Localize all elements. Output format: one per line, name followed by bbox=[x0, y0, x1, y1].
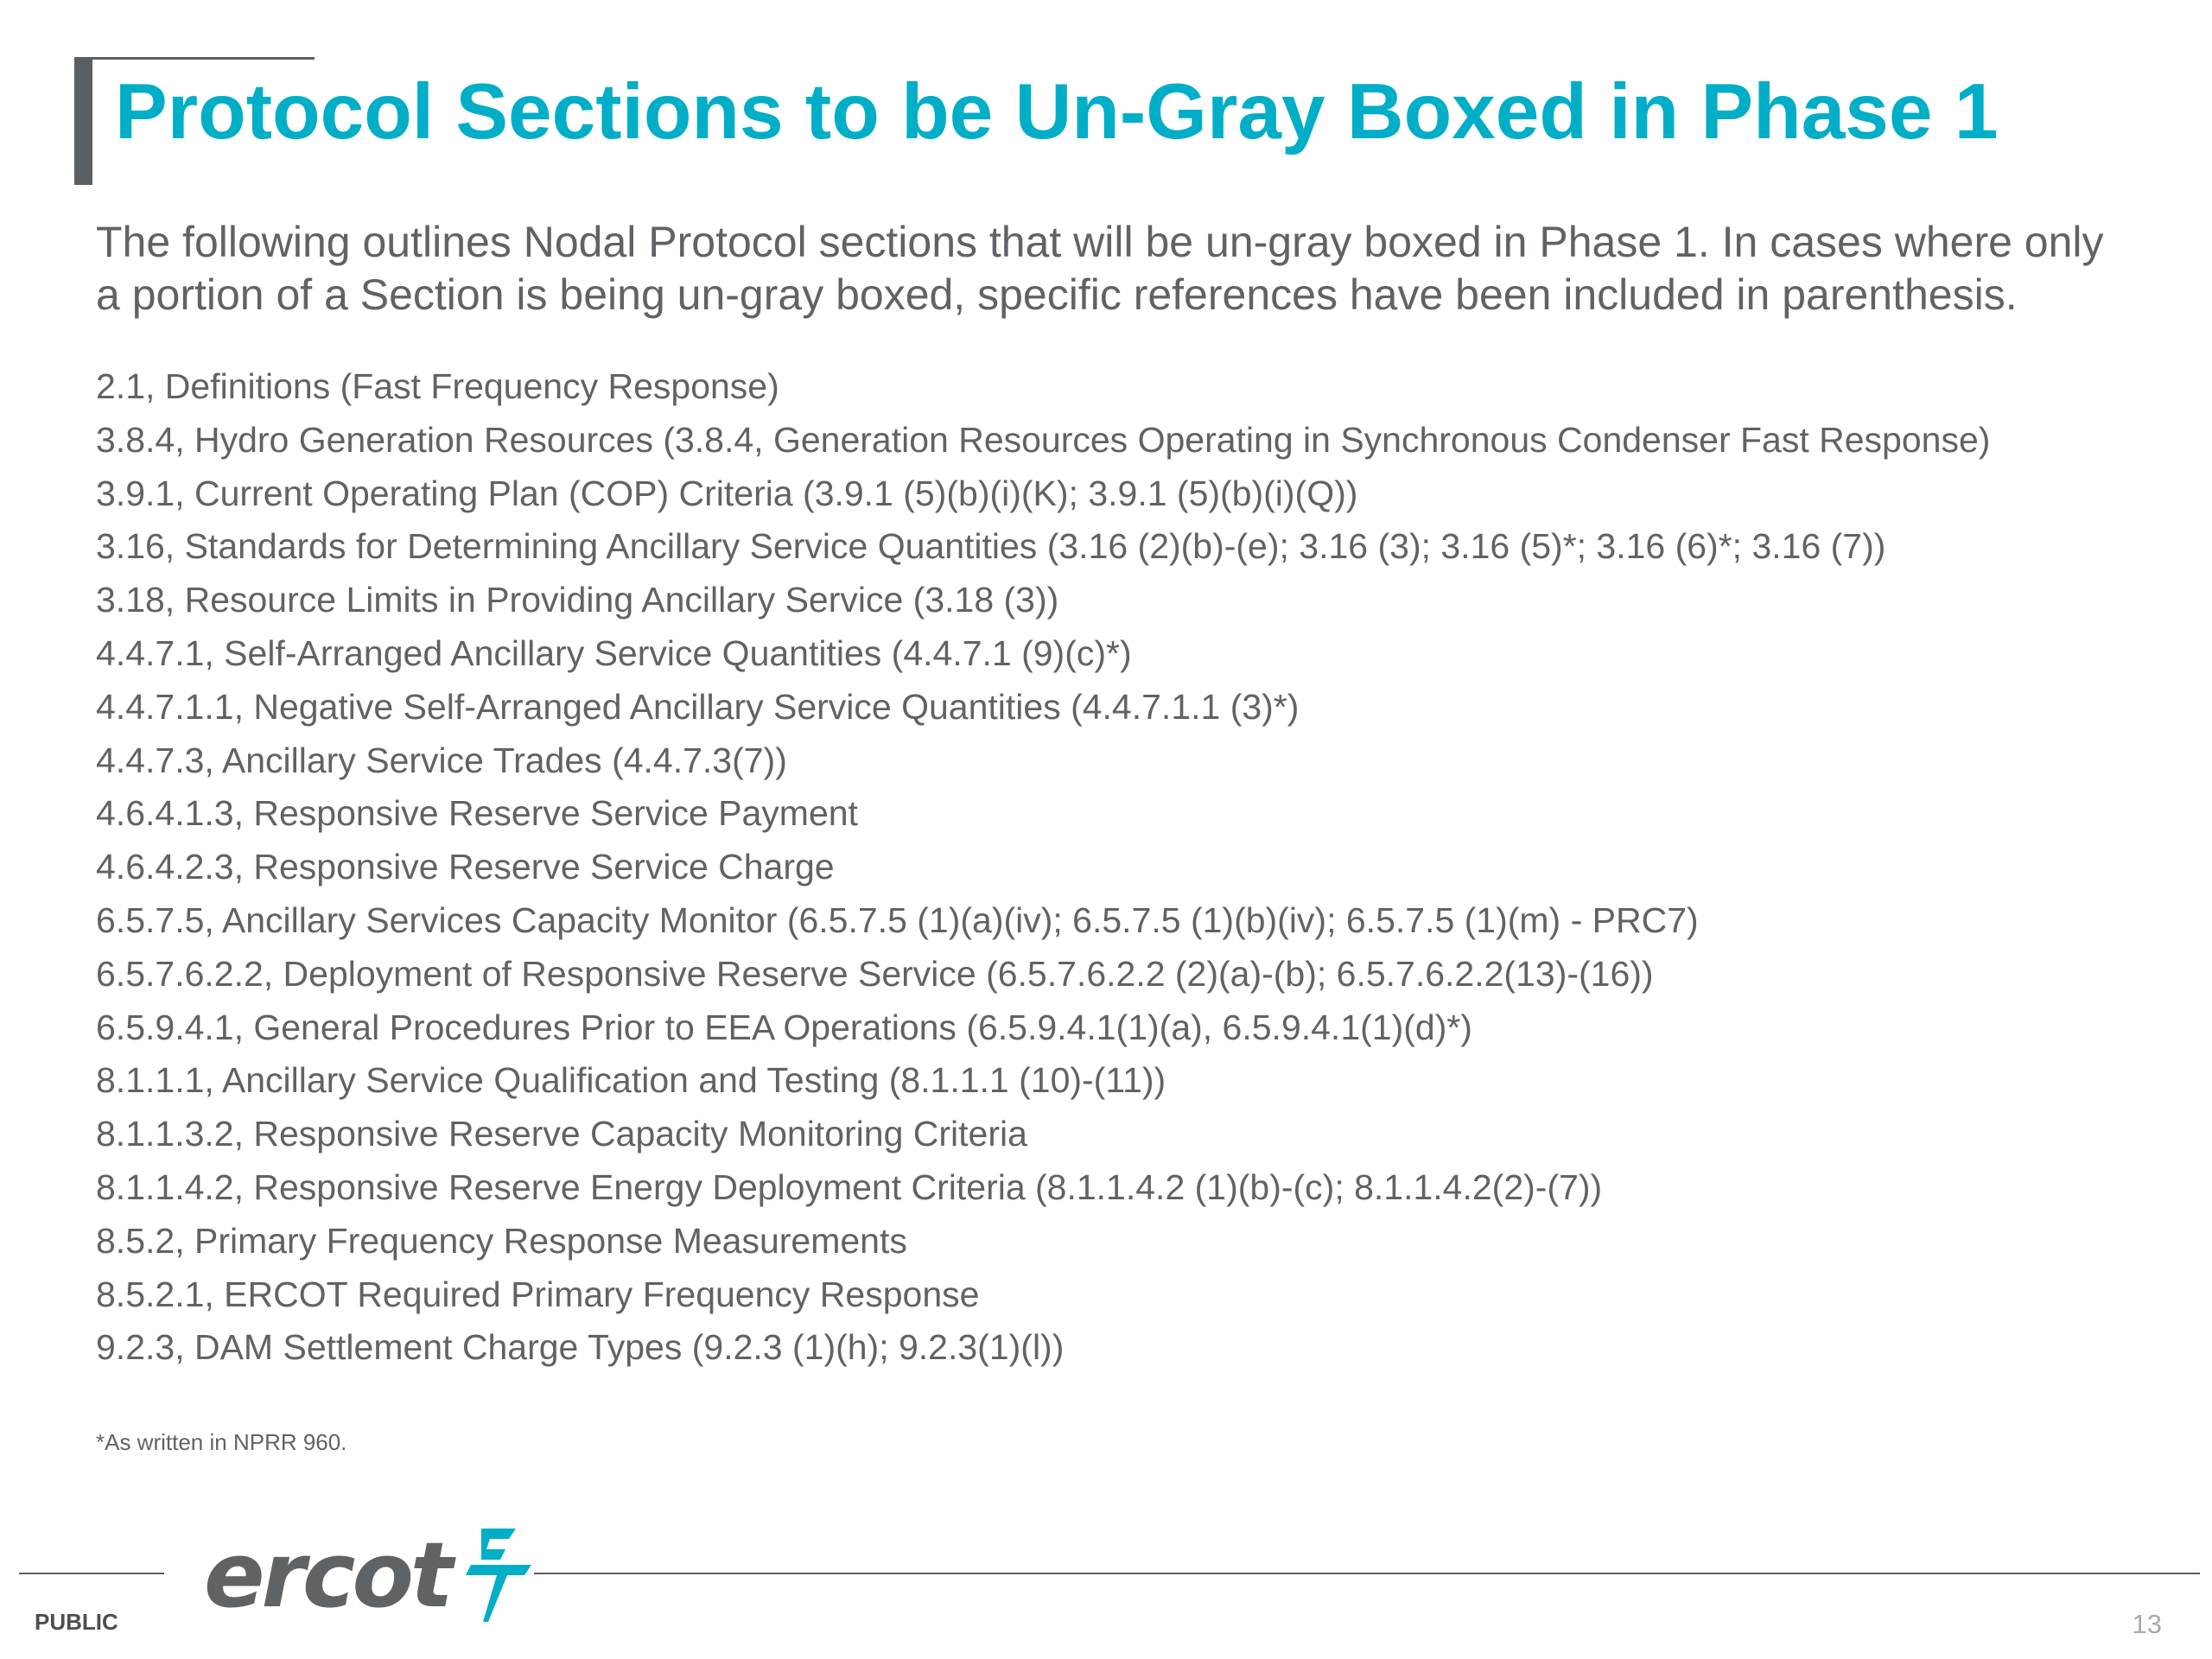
protocol-section-list bbox=[96, 360, 1990, 1375]
intro-paragraph: The following outlines Nodal Protocol sections that will be un-gray boxed in Phase 1. In cases where only a portion of a Section is being un-gray boxed, specific references have been included in parenthesis. bbox=[96, 218, 2104, 319]
section-item: 6.5.7.6.2.2, Deployment of Responsive Reserve Service (6.5.7.6.2.2 (2)(a)-(b); 6.5.7.6.2.2(13)-(16)) bbox=[96, 953, 1654, 994]
footnote: *As written in NPRR 960. bbox=[96, 1429, 347, 1455]
section-item: 4.6.4.2.3, Responsive Reserve Service Charge bbox=[96, 847, 835, 887]
logo-wordmark: ercot bbox=[204, 1522, 450, 1628]
section-item: 3.18, Resource Limits in Providing Ancillary Service (3.18 (3)) bbox=[96, 580, 1059, 620]
title-accent-rule bbox=[74, 57, 315, 60]
section-item: 3.9.1, Current Operating Plan (COP) Criteria (3.9.1 (5)(b)(i)(K); 3.9.1 (5)(b)(i)(Q)) bbox=[96, 473, 1358, 513]
footer-divider-right bbox=[534, 1573, 2200, 1574]
section-item: 4.4.7.3, Ancillary Service Trades (4.4.7.3(7)) bbox=[96, 740, 787, 780]
section-item: 6.5.9.4.1, General Procedures Prior to EEA Operations (6.5.9.4.1(1)(a), 6.5.9.4.1(1)(d)*) bbox=[96, 1007, 1472, 1047]
section-item: 3.16, Standards for Determining Ancillary Service Quantities (3.16 (2)(b)-(e); 3.16 (3); 3.16 (5)*; 3.16 (6)*; 3.16 (7)) bbox=[96, 526, 1886, 567]
ercot-logo bbox=[204, 1519, 538, 1631]
section-item: 4.4.7.1.1, Negative Self-Arranged Ancillary Service Quantities (4.4.7.1.1 (3)*) bbox=[96, 686, 1300, 727]
section-item: 8.1.1.4.2, Responsive Reserve Energy Deployment Criteria (8.1.1.4.2 (1)(b)-(c); 8.1.1.4.2(2)-(7)) bbox=[96, 1166, 1603, 1207]
section-item: 8.5.2.1, ERCOT Required Primary Frequency Response bbox=[96, 1274, 980, 1314]
section-item: 8.1.1.1, Ancillary Service Qualification and Testing (8.1.1.1 (10)-(11)) bbox=[96, 1060, 1166, 1101]
section-item: 8.1.1.3.2, Responsive Reserve Capacity Monitoring Criteria bbox=[96, 1114, 1027, 1154]
section-item: 6.5.7.5, Ancillary Services Capacity Monitor (6.5.7.5 (1)(a)(iv); 6.5.7.5 (1)(b)(iv); 6.5.7.5 (1)(m) - PRC7) bbox=[96, 899, 1699, 940]
section-item: 8.5.2, Primary Frequency Response Measurements bbox=[96, 1220, 907, 1261]
section-item: 4.4.7.1, Self-Arranged Ancillary Service Quantities (4.4.7.1 (9)(c)*) bbox=[96, 632, 1132, 673]
page-number: 13 bbox=[2132, 1609, 2162, 1639]
ercot-bolt-icon bbox=[455, 1523, 538, 1627]
public-label: PUBLIC bbox=[35, 1609, 118, 1635]
section-item: 2.1, Definitions (Fast Frequency Response) bbox=[96, 366, 779, 406]
title-accent-bar bbox=[74, 57, 92, 185]
slide-title: Protocol Sections to be Un-Gray Boxed in Phase 1 bbox=[115, 68, 1999, 156]
section-item: 4.6.4.1.3, Responsive Reserve Service Payment bbox=[96, 793, 858, 834]
footer-divider-left bbox=[19, 1573, 164, 1574]
section-item: 9.2.3, DAM Settlement Charge Types (9.2.3 (1)(h); 9.2.3(1)(l)) bbox=[96, 1327, 1065, 1368]
section-item: 3.8.4, Hydro Generation Resources (3.8.4, Generation Resources Operating in Synchronous Condenser Fast Response) bbox=[96, 419, 1991, 460]
